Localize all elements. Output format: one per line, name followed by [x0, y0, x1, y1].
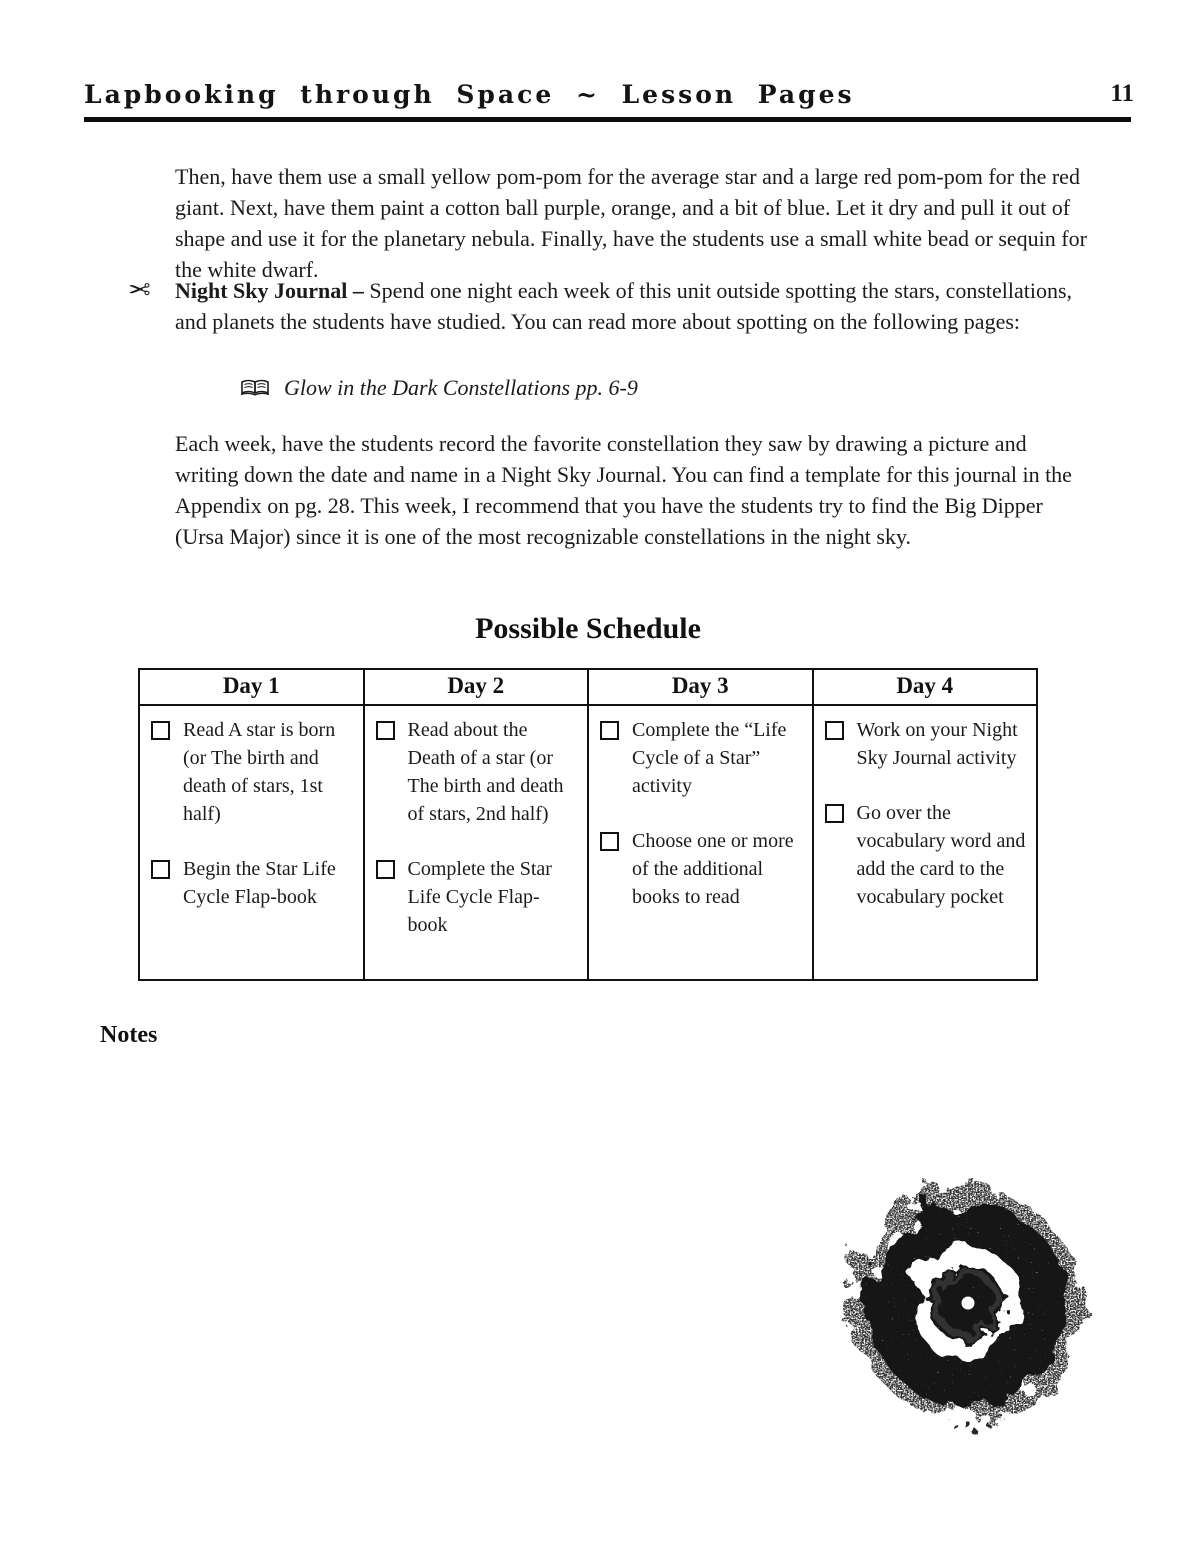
- day2-header: Day 2: [364, 669, 589, 705]
- checkbox-icon: [600, 721, 619, 740]
- checkbox-icon: [151, 721, 170, 740]
- task-text: Complete the Star Life Cycle Flap-book: [407, 858, 552, 936]
- task-item: [598, 716, 804, 800]
- schedule-header-row: [139, 669, 1037, 705]
- scissors-icon: ✂: [128, 275, 151, 306]
- task-text: Go over the vocabulary word and add the card to the vocabulary pocket: [856, 802, 1026, 908]
- checkbox-icon: [151, 860, 170, 879]
- task-item: [149, 716, 355, 828]
- task-text: Choose one or more of the additional books to read: [632, 830, 794, 908]
- schedule-table: [138, 668, 1038, 981]
- schedule-title: Possible Schedule: [475, 612, 701, 645]
- checkbox-icon: [825, 721, 844, 740]
- schedule-body-row: [139, 705, 1037, 980]
- planetary-nebula-illustration: [838, 1178, 1096, 1440]
- checkbox-icon: [825, 804, 844, 823]
- journal-activity-body: Spend one night each week of this unit outside spotting the stars, constellations, and planets the students have studied. You can read more about spotting on the following pages:: [175, 278, 1073, 334]
- task-item: [598, 827, 804, 911]
- header-rule: [84, 117, 1131, 122]
- open-book-icon: [240, 378, 270, 398]
- day1-cell: [139, 705, 364, 980]
- day2-cell: [364, 705, 589, 980]
- task-item: [823, 799, 1029, 911]
- day4-header: Day 4: [813, 669, 1038, 705]
- checkbox-icon: [376, 860, 395, 879]
- page-number: 11: [1110, 80, 1134, 107]
- task-text: Complete the “Life Cycle of a Star” activity: [632, 719, 787, 797]
- day1-header: Day 1: [139, 669, 364, 705]
- day3-header: Day 3: [588, 669, 813, 705]
- task-text: Work on your Night Sky Journal activity: [856, 719, 1018, 769]
- task-text: Read about the Death of a star (or The birth and death of stars, 2nd half): [407, 719, 564, 825]
- checkbox-icon: [600, 832, 619, 851]
- checkbox-icon: [376, 721, 395, 740]
- task-text: Read A star is born (or The birth and death of stars, 1st half): [183, 719, 336, 825]
- notes-heading: Notes: [100, 1022, 158, 1048]
- journal-activity-item: [128, 275, 1089, 337]
- book-reference: [240, 372, 1000, 403]
- book-reference-text: Glow in the Dark Constellations pp. 6-9: [284, 375, 638, 400]
- task-item: [823, 716, 1029, 772]
- task-item: [374, 855, 580, 939]
- task-item: [149, 855, 355, 911]
- task-text: Begin the Star Life Cycle Flap-book: [183, 858, 336, 908]
- journal-activity-title: Night Sky Journal –: [175, 278, 364, 303]
- day3-cell: [588, 705, 813, 980]
- journal-activity-text: [175, 275, 1089, 337]
- intro-paragraph: Then, have them use a small yellow pom-pom for the average star and a large red pom-pom for the red giant. Next, have them paint a cotton ball purple, orange, and a bit of blue. Let it dry and pull it out of shape and use it for the planetary nebula. Finally, have the students use a small white bead or sequin for the white dwarf.: [175, 164, 1087, 282]
- task-item: [374, 716, 580, 828]
- day4-cell: [813, 705, 1038, 980]
- page-header-title: Lapbooking through Space ~ Lesson Pages: [84, 80, 855, 109]
- journal-continuation-paragraph: Each week, have the students record the favorite constellation they saw by drawing a picture and writing down the date and name in a Night Sky Journal. You can find a template for this journal in the Appendix on pg. 28. This week, I recommend that you have the students try to find the Big Dipper (Ursa Major) since it is one of the most recognizable constellations in the night sky.: [175, 431, 1072, 549]
